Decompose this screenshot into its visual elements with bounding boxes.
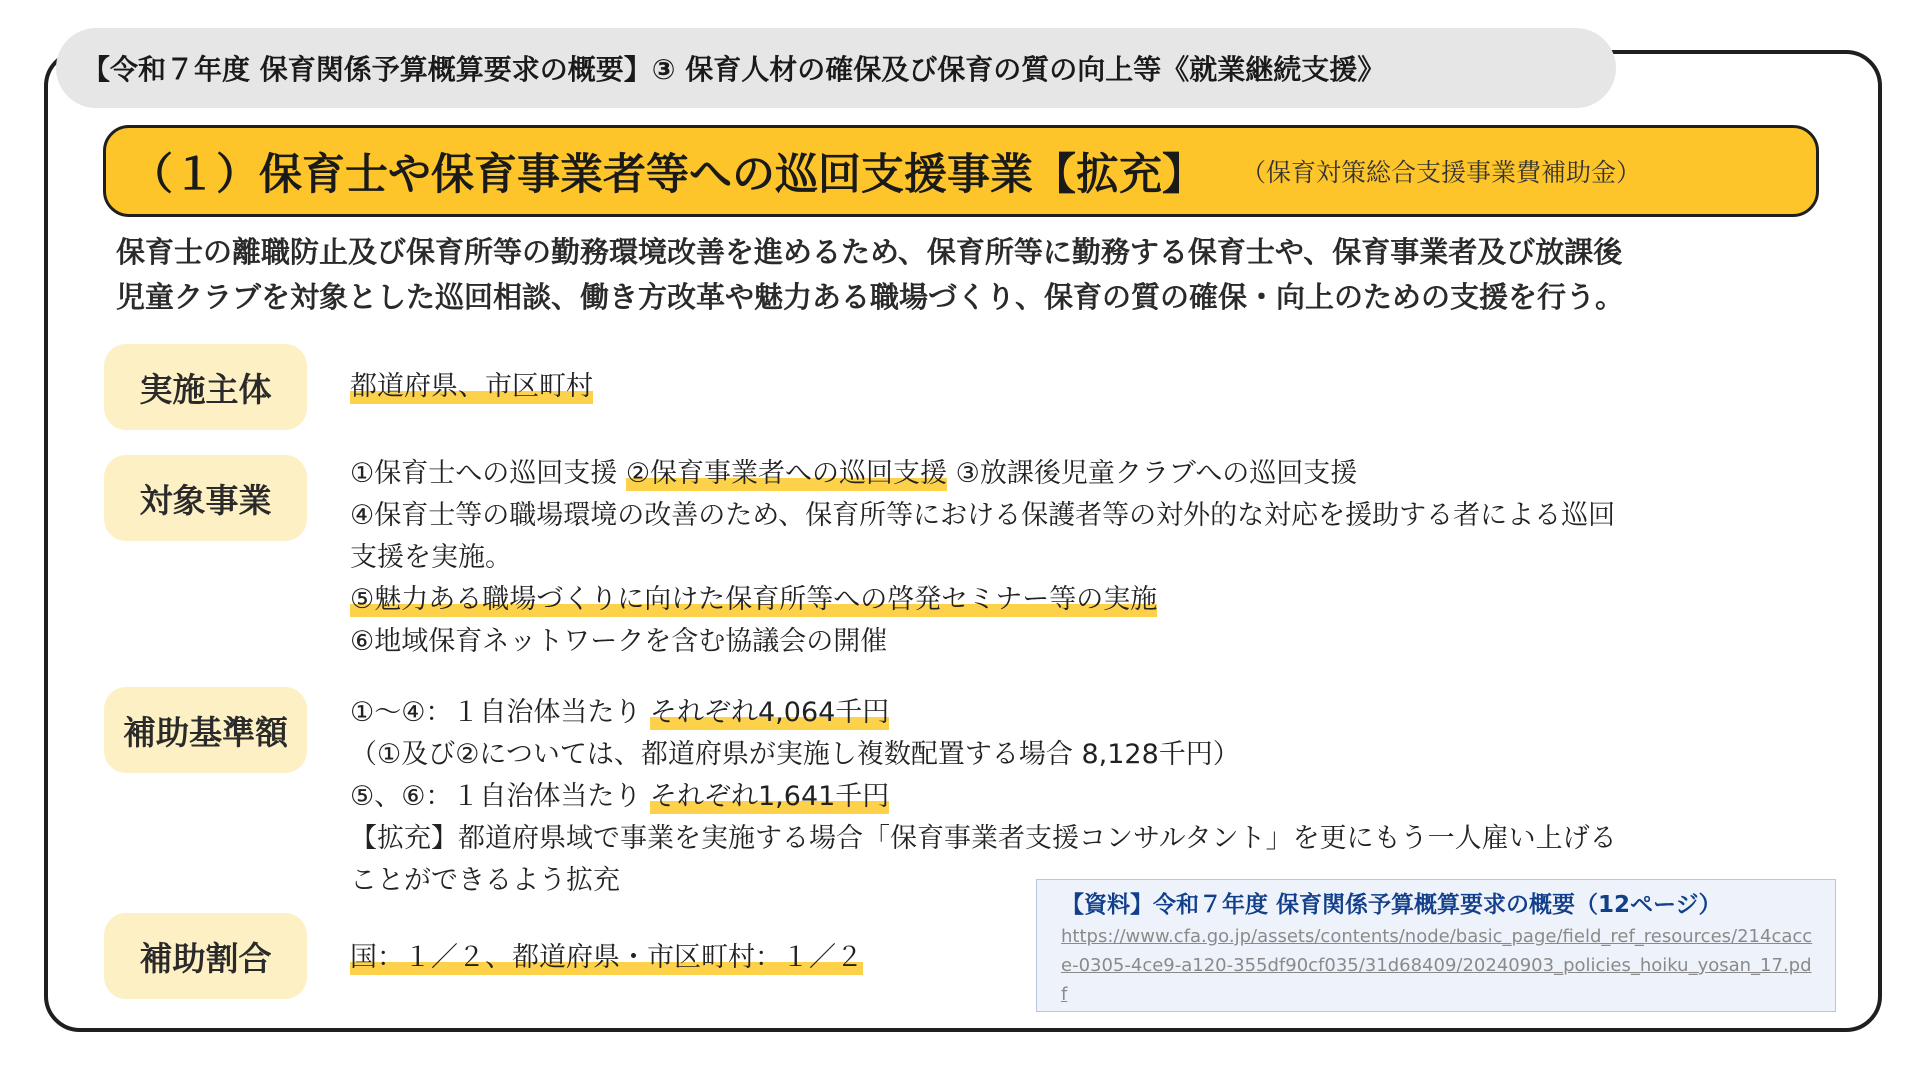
implementer-value: 都道府県、市区町村 [350, 371, 593, 402]
subsidy-amount-line-1-amount: それぞれ4,064千円 [650, 697, 890, 728]
header-tab [56, 28, 1616, 108]
label-subsidy-rate-text: 補助割合 [139, 938, 272, 978]
intro-line-2: 児童クラブを対象とした巡回相談、働き方改革や魅力ある職場づくり、保育の質の確保・向上のための支援を行う。 [116, 280, 1625, 314]
label-target-text: 対象事業 [139, 480, 272, 520]
subsidy-amount-line-1-prefix: ①〜④：１自治体当たり [350, 697, 650, 728]
intro-text [116, 230, 1836, 320]
header-tab-text: 【令和７年度 保育関係予算概算要求の概要】③ 保育人材の確保及び保育の質の向上等《就業継続支援》 [82, 53, 1386, 86]
target-item-3: ③放課後児童クラブへの巡回支援 [955, 458, 1358, 489]
title-bar [103, 125, 1819, 217]
page-title: （１）保育士や保育事業者等への巡回支援事業【拡充】 [130, 149, 1205, 200]
reference-url-link[interactable]: https://www.cfa.go.jp/assets/contents/node/basic_page/field_ref_resources/214cacce-0305-4ce9-a120-355df90cf035/31d68409/20240903_policies_hoiku_yosan_17.pdf [1061, 926, 1813, 1005]
subsidy-amount-content [350, 692, 1810, 902]
subsidy-amount-line-3-prefix: ⑤、⑥：１自治体当たり [350, 781, 650, 812]
subsidy-amount-line-3-amount: それぞれ1,641千円 [650, 781, 890, 812]
reference-title: 【資料】令和７年度 保育関係予算概算要求の概要（12ページ） [1061, 892, 1722, 918]
label-subsidy-rate [104, 913, 307, 999]
subsidy-amount-line-4: 【拡充】都道府県域で事業を実施する場合「保育事業者支援コンサルタント」を更にもう一人雇い上げる [350, 823, 1617, 854]
subsidy-rate-value: 国：１／２、都道府県・市区町村：１／２ [350, 942, 863, 973]
label-subsidy-amount-text: 補助基準額 [123, 712, 288, 752]
label-subsidy-amount [104, 687, 307, 773]
target-item-6: ⑥地域保育ネットワークを含む協議会の開催 [350, 626, 888, 657]
target-content [350, 453, 1810, 663]
reference-box [1036, 879, 1836, 1012]
label-implementer-text: 実施主体 [139, 369, 272, 409]
target-item-1: ①保育士への巡回支援 [350, 458, 618, 489]
target-item-4-line-2: 支援を実施。 [350, 542, 512, 573]
implementer-content [350, 366, 1810, 408]
target-item-4-line-1: ④保育士等の職場環境の改善のため、保育所等における保護者等の対外的な対応を援助する者による巡回 [350, 500, 1616, 531]
target-item-2: ②保育事業者への巡回支援 [625, 458, 948, 489]
page-subtitle: （保育対策総合支援事業費補助金） [1241, 158, 1642, 187]
subsidy-amount-line-5: ことができるよう拡充 [350, 865, 620, 896]
label-target [104, 455, 307, 541]
target-item-5: ⑤魅力ある職場づくりに向けた保育所等への啓発セミナー等の実施 [350, 584, 1158, 615]
intro-line-1: 保育士の離職防止及び保育所等の勤務環境改善を進めるため、保育所等に勤務する保育士や、保育事業者及び放課後 [116, 235, 1623, 269]
label-implementer [104, 344, 307, 430]
subsidy-amount-line-2: （①及び②については、都道府県が実施し複数配置する場合 8,128千円） [350, 739, 1240, 770]
